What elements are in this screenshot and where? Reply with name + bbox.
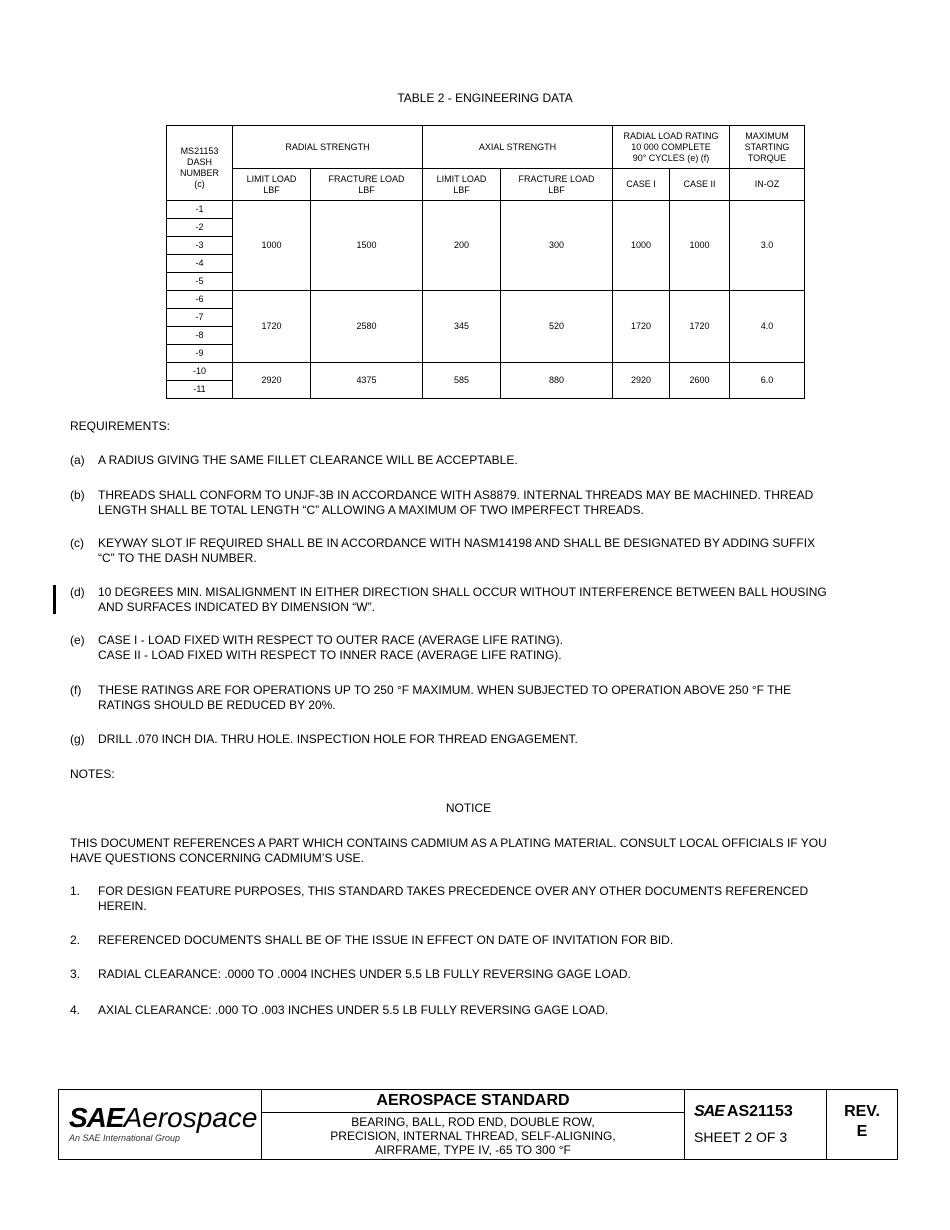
table-title: TABLE 2 - ENGINEERING DATA [397, 91, 573, 105]
title-block [58, 1089, 898, 1160]
torque-cell: 4.0 [730, 291, 805, 363]
item-label: 3. [70, 967, 81, 981]
case-ii-cell: 1000 [670, 201, 730, 291]
header-radial-load-rating: RADIAL LOAD RATING 10 000 COMPLETE 90° CYCLES (e) (f) [613, 126, 730, 169]
requirements-heading: REQUIREMENTS: [70, 419, 171, 433]
dash-cell: -7 [167, 309, 233, 327]
torque-cell: 3.0 [730, 201, 805, 291]
header-radial-fracture-load: FRACTURE LOAD LBF [311, 169, 423, 201]
dash-cell: -8 [167, 327, 233, 345]
header-axial-strength: AXIAL STRENGTH [423, 126, 613, 169]
radial-fracture-cell: 4375 [311, 363, 423, 399]
torque-cell: 6.0 [730, 363, 805, 399]
item-line: 10 DEGREES MIN. MISALIGNMENT IN EITHER DIRECTION SHALL OCCUR WITHOUT INTERFERENCE BETWEEN BALL HOUSING [98, 585, 827, 599]
case-ii-cell: 2600 [670, 363, 730, 399]
radial-fracture-cell: 2580 [311, 291, 423, 363]
logo-sae: SAE [69, 1102, 124, 1133]
item-line: REFERENCED DOCUMENTS SHALL BE OF THE ISSUE IN EFFECT ON DATE OF INVITATION FOR BID. [98, 933, 674, 947]
item-line: CASE II - LOAD FIXED WITH RESPECT TO INNER RACE (AVERAGE LIFE RATING). [98, 648, 562, 662]
logo-subtitle: An SAE International Group [69, 1133, 181, 1143]
item-label: (e) [70, 633, 85, 647]
item-line: AND SURFACES INDICATED BY DIMENSION “W”. [98, 600, 375, 614]
document-description: BEARING, BALL, ROD END, DOUBLE ROW, PRECISION, INTERNAL THREAD, SELF-ALIGNING, AIRFRAME, TYPE IV, -65 TO 300 °F [330, 1115, 616, 1157]
notice-text: THIS DOCUMENT REFERENCES A PART WHICH CONTAINS CADMIUM AS A PLATING MATERIAL. CONSULT LOCAL OFFICIALS IF YOU HAVE QUESTIONS CONCERNING CADMIUM’S USE. [70, 836, 827, 865]
document-number-cell [685, 1090, 827, 1159]
standard-title: AEROSPACE STANDARD [262, 1090, 684, 1113]
dash-cell: -1 [167, 201, 233, 219]
sae-aerospace-logo [59, 1090, 262, 1159]
item-label: 4. [70, 1003, 81, 1017]
title-cell [262, 1090, 685, 1159]
item-line: FOR DESIGN FEATURE PURPOSES, THIS STANDARD TAKES PRECEDENCE OVER ANY OTHER DOCUMENTS REFERENCED [98, 884, 809, 898]
dash-cell: -3 [167, 237, 233, 255]
engineering-data-table [166, 125, 805, 399]
dash-cell: -2 [167, 219, 233, 237]
item-label: (b) [70, 488, 85, 502]
radial-limit-cell: 1720 [233, 291, 311, 363]
item-label: 1. [70, 884, 81, 898]
revision-label: REV. [844, 1103, 880, 1120]
item-label: (f) [70, 683, 82, 697]
header-axial-limit-load: LIMIT LOAD LBF [423, 169, 501, 201]
item-line: KEYWAY SLOT IF REQUIRED SHALL BE IN ACCORDANCE WITH NASM14198 AND SHALL BE DESIGNATED BY ADDING SUFFIX [98, 536, 816, 550]
header-radial-limit-load: LIMIT LOAD LBF [233, 169, 311, 201]
item-line: RADIAL CLEARANCE: .0000 TO .0004 INCHES UNDER 5.5 LB FULLY REVERSING GAGE LOAD. [98, 967, 631, 981]
item-line: THREADS SHALL CONFORM TO UNJF-3B IN ACCORDANCE WITH AS8879. INTERNAL THREADS MAY BE MACHINED. THREAD [98, 488, 814, 502]
item-line: DRILL .070 INCH DIA. THRU HOLE. INSPECTION HOLE FOR THREAD ENGAGEMENT. [98, 732, 578, 746]
item-label: (d) [70, 585, 85, 599]
axial-limit-cell: 585 [423, 363, 501, 399]
item-label: (g) [70, 732, 85, 746]
item-label: 2. [70, 933, 81, 947]
case-i-cell: 1000 [613, 201, 670, 291]
header-in-oz: IN-OZ [730, 169, 805, 201]
item-line: CASE I - LOAD FIXED WITH RESPECT TO OUTER RACE (AVERAGE LIFE RATING). [98, 633, 563, 647]
dash-cell: -9 [167, 345, 233, 363]
item-line: HEREIN. [98, 899, 147, 913]
item-line: LENGTH SHALL BE TOTAL LENGTH “C” ALLOWING A MAXIMUM OF TWO IMPERFECT THREADS. [98, 503, 644, 517]
item-line: RATINGS SHOULD BE REDUCED BY 20%. [98, 698, 336, 712]
axial-fracture-cell: 520 [501, 291, 613, 363]
notes-heading: NOTES: [70, 767, 115, 781]
revision-value: E [856, 1123, 868, 1140]
dash-cell: -4 [167, 255, 233, 273]
item-line: “C” TO THE DASH NUMBER. [98, 551, 257, 565]
axial-limit-cell: 345 [423, 291, 501, 363]
revision-change-bar [53, 585, 56, 614]
axial-fracture-cell: 880 [501, 363, 613, 399]
header-dash-number: MS21153 DASH NUMBER (c) [167, 126, 233, 201]
dash-cell: -5 [167, 273, 233, 291]
header-max-torque: MAXIMUM STARTING TORQUE [730, 126, 805, 169]
item-line: AXIAL CLEARANCE: .000 TO .003 INCHES UNDER 5.5 LB FULLY REVERSING GAGE LOAD. [98, 1003, 609, 1017]
item-label: (c) [70, 536, 84, 550]
sae-mark: SAE [694, 1103, 724, 1120]
header-case-i: CASE I [613, 169, 670, 201]
notice-title: NOTICE [445, 801, 492, 815]
radial-fracture-cell: 1500 [311, 201, 423, 291]
case-i-cell: 1720 [613, 291, 670, 363]
item-line: A RADIUS GIVING THE SAME FILLET CLEARANCE WILL BE ACCEPTABLE. [98, 453, 518, 467]
item-line: THESE RATINGS ARE FOR OPERATIONS UP TO 250 °F MAXIMUM. WHEN SUBJECTED TO OPERATION ABOVE 250 °F THE [98, 683, 792, 697]
dash-cell: -6 [167, 291, 233, 309]
header-axial-fracture-load: FRACTURE LOAD LBF [501, 169, 613, 201]
revision-cell [827, 1090, 897, 1159]
radial-limit-cell: 2920 [233, 363, 311, 399]
sheet-number: SHEET 2 OF 3 [694, 1129, 788, 1145]
header-case-ii: CASE II [670, 169, 730, 201]
header-radial-strength: RADIAL STRENGTH [233, 126, 423, 169]
radial-limit-cell: 1000 [233, 201, 311, 291]
dash-cell: -11 [167, 381, 233, 399]
item-label: (a) [70, 453, 85, 467]
logo-aerospace: Aerospace [123, 1102, 258, 1133]
case-i-cell: 2920 [613, 363, 670, 399]
case-ii-cell: 1720 [670, 291, 730, 363]
axial-limit-cell: 200 [423, 201, 501, 291]
document-number: AS21153 [726, 1103, 793, 1120]
dash-cell: -10 [167, 363, 233, 381]
axial-fracture-cell: 300 [501, 201, 613, 291]
